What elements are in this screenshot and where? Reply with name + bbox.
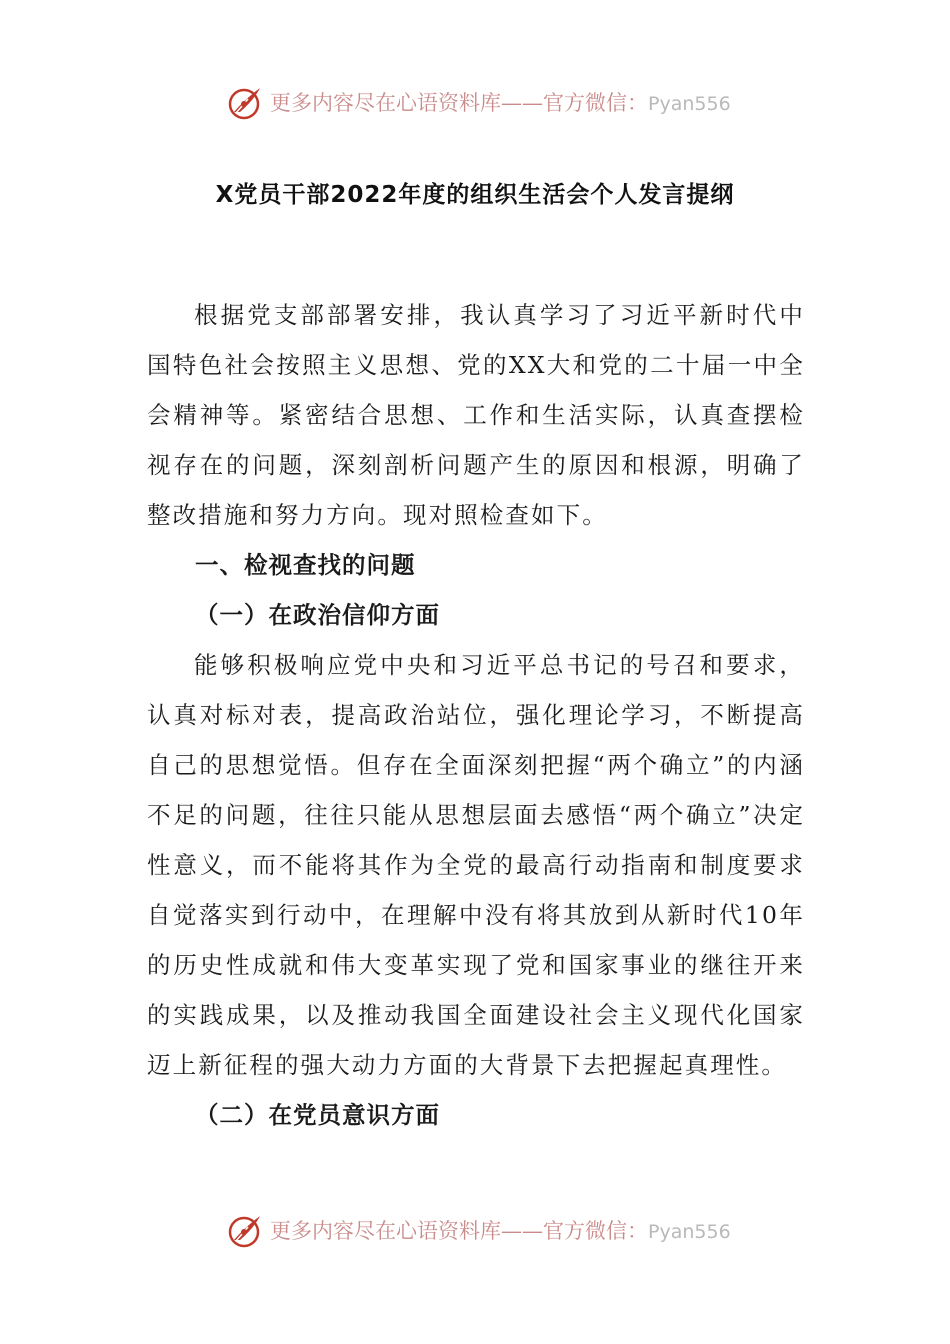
quill-logo-icon [226, 1210, 266, 1250]
watermark-wechat-id: Pyan556 [648, 93, 731, 115]
watermark-banner-top [226, 80, 746, 124]
watermark-text [270, 87, 731, 117]
subsection-1-paragraph: 能够积极响应党中央和习近平总书记的号召和要求，认真对标对表，提高政治站位，强化理论学习，不断提高自己的思想觉悟。但存在全面深刻把握“两个确立”的内涵不足的问题，往往只能从思想层面去感悟“两个确立”决定性意义，而不能将其作为全党的最高行动指南和制度要求自觉落实到行动中，在理解中没有将其放到从新时代10年的历史性成就和伟大变革实现了党和国家事业的继往开来的实践成果，以及推动我国全面建设社会主义现代化国家迈上新征程的强大动力方面的大背景下去把握起真理性。 [147, 651, 805, 1079]
watermark-slogan: 更多内容尽在心语资料库 [270, 91, 501, 115]
subsection-heading-2: （二）在党员意识方面 [195, 1101, 440, 1129]
watermark-wechat-label: 官方微信： [543, 91, 648, 115]
watermark-text [270, 1215, 731, 1245]
document-body [147, 290, 805, 1140]
subsection-heading-1: （一）在政治信仰方面 [195, 601, 440, 629]
watermark-wechat-label: 官方微信： [543, 1219, 648, 1243]
watermark-wechat-id: Pyan556 [648, 1221, 731, 1243]
watermark-banner-bottom [226, 1208, 746, 1252]
quill-logo-icon [226, 82, 266, 122]
section-heading-1: 一、检视查找的问题 [195, 551, 416, 579]
watermark-separator: —— [501, 91, 543, 115]
document-title: X党员干部2022年度的组织生活会个人发言提纲 [215, 182, 735, 208]
watermark-separator: —— [501, 1219, 543, 1243]
intro-paragraph: 根据党支部部署安排，我认真学习了习近平新时代中国特色社会按照主义思想、党的XX大和党的二十届一中全会精神等。紧密结合思想、工作和生活实际，认真查摆检视存在的问题，深刻剖析问题产生的原因和根源，明确了整改措施和努力方向。现对照检查如下。 [147, 301, 805, 529]
watermark-slogan: 更多内容尽在心语资料库 [270, 1219, 501, 1243]
